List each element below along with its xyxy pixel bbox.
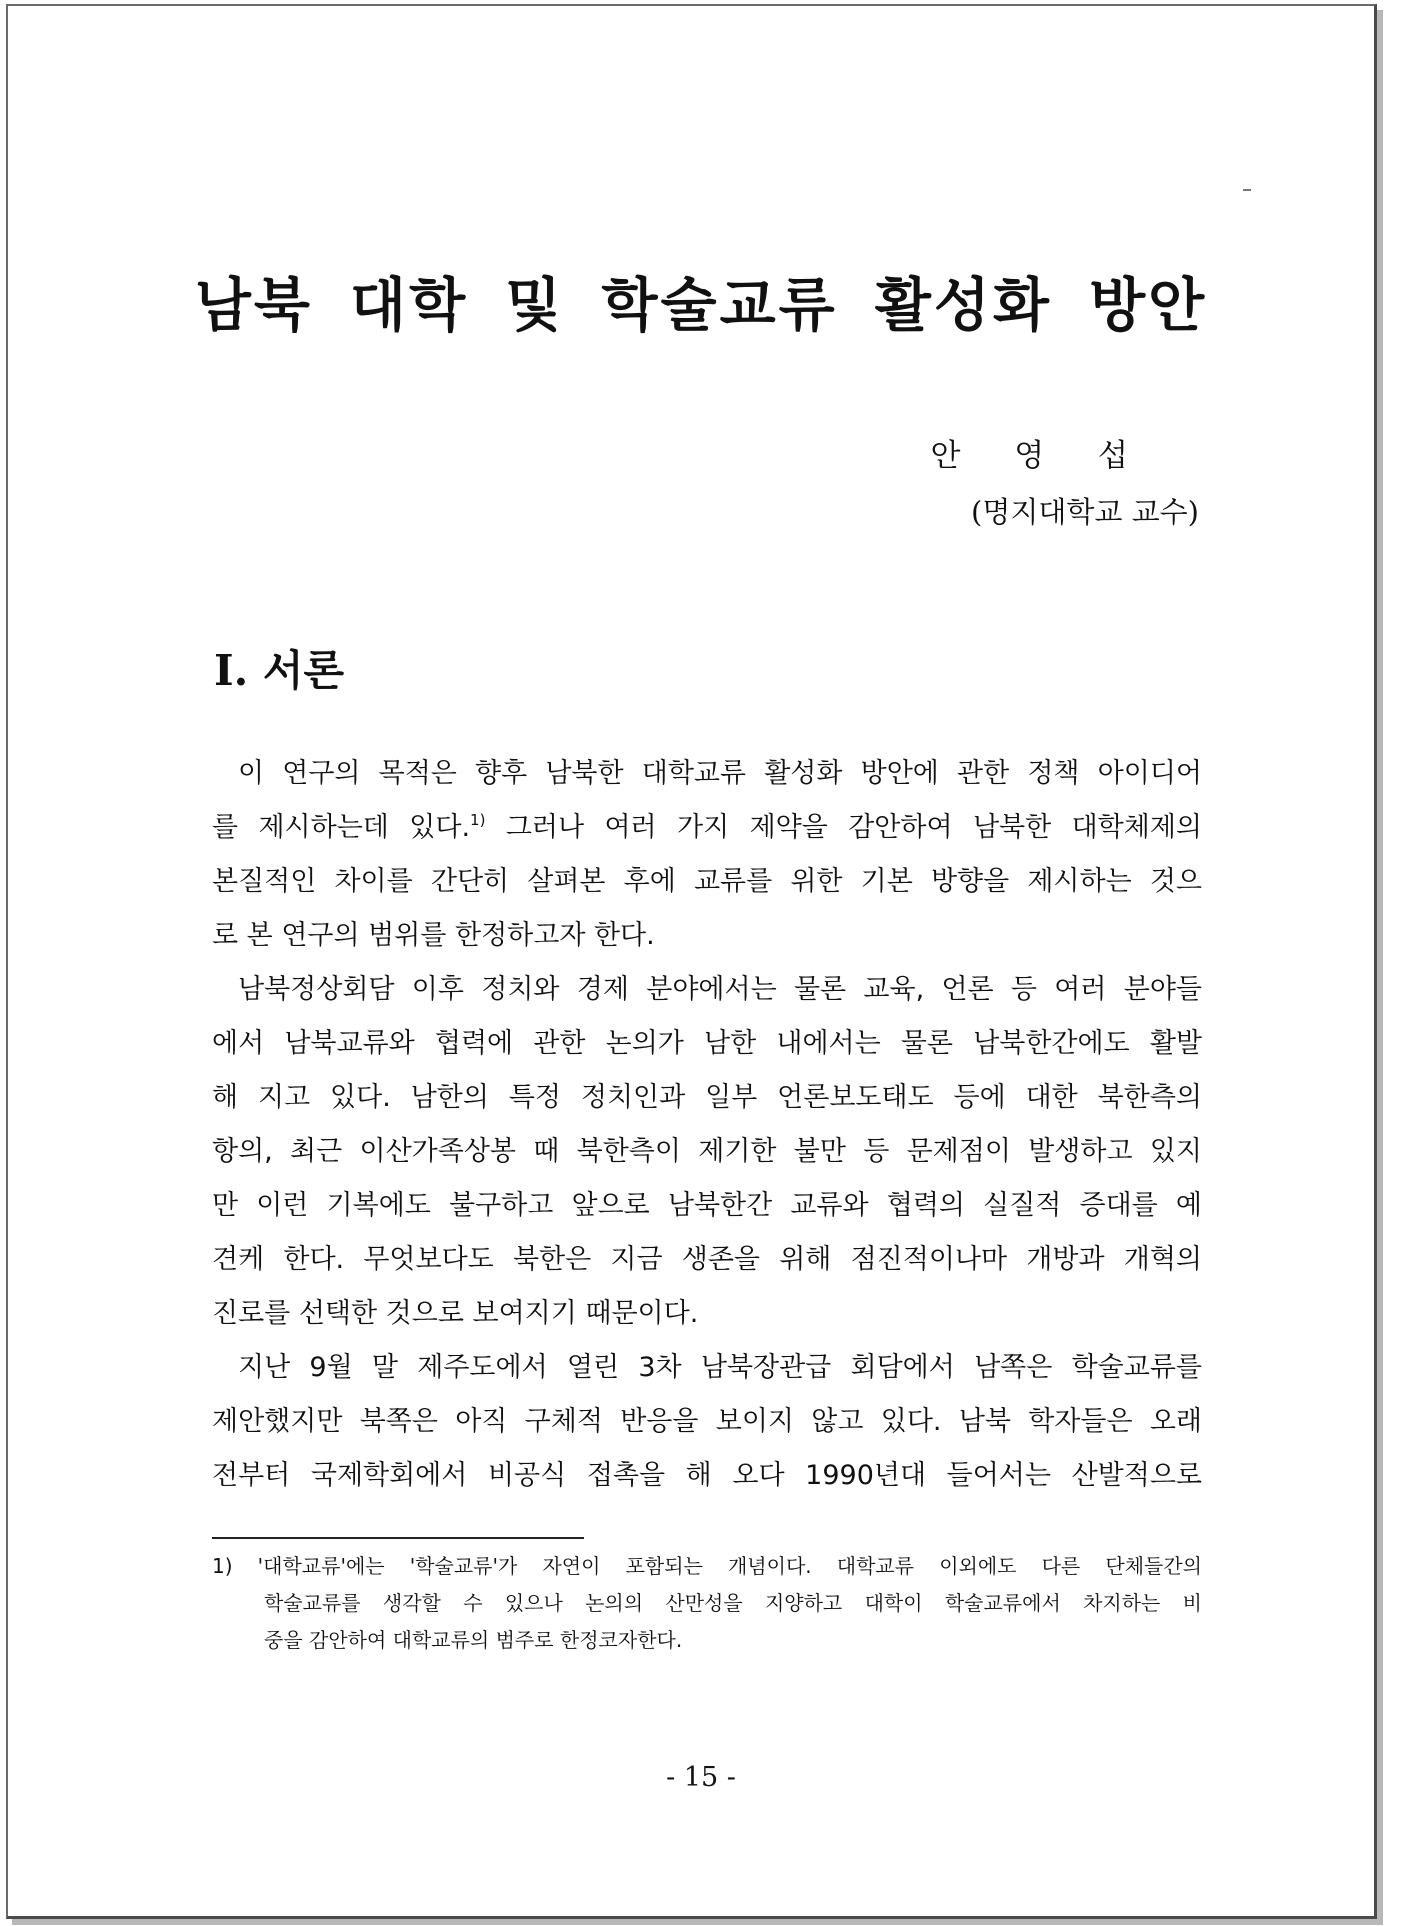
body-line: 지난 9월 말 제주도에서 열린 3차 남북장관급 회담에서 남쪽은 학술교류를 — [238, 1352, 1202, 1383]
footnote-line: 학술교류를 생각할 수 있으나 논의의 산만성을 지양하고 대학이 학술교류에서 차지하는 비 — [264, 1591, 1202, 1615]
body-line: 에서 남북교류와 협력에 관한 논의가 남한 내에서는 물론 남북한간에도 활발 — [212, 1028, 1202, 1059]
footnote-reference: 1) — [470, 811, 486, 829]
body-line: 본질적인 차이를 간단히 살펴본 후에 교류를 위한 기본 방향을 제시하는 것으 — [212, 866, 1202, 897]
body-line: 진로를 선택한 것으로 보여지기 때문이다. — [212, 1298, 699, 1329]
body-line: 남북정상회담 이후 정치와 경제 분야에서는 물론 교육, 언론 등 여러 분야들 — [238, 974, 1202, 1005]
footnote-line: 중을 감안하여 대학교류의 범주로 한정코자한다. — [264, 1628, 683, 1652]
body-line: 해 지고 있다. 남한의 특정 정치인과 일부 언론보도태도 등에 대한 북한측의 — [212, 1082, 1202, 1113]
page-number: - 15 - — [666, 1762, 736, 1793]
body-line: 전부터 국제학회에서 비공식 접촉을 해 오다 1990년대 들어서는 산발적으로 — [212, 1460, 1202, 1491]
section-heading: Ⅰ. 서론 — [214, 646, 345, 695]
body-line: 로 본 연구의 범위를 한정하고자 한다. — [212, 920, 655, 951]
author-affiliation: (명지대학교 교수) — [971, 495, 1199, 529]
footnote — [212, 1548, 1202, 1659]
body-line: 항의, 최근 이산가족상봉 때 북한측이 제기한 불만 등 문제점이 발생하고 있지 — [212, 1136, 1202, 1167]
footnote-line: 1) '대학교류'에는 '학술교류'가 자연이 포함되는 개념이다. 대학교류 이외에도 다른 단체들간의 — [212, 1554, 1202, 1578]
body-line-part: 를 제시하는데 있다. — [212, 812, 471, 843]
footnote-divider — [212, 1537, 584, 1539]
body-line — [212, 801, 1202, 855]
body-line: 이 연구의 목적은 향후 남북한 대학교류 활성화 방안에 관한 정책 아이디어 — [238, 758, 1202, 789]
scan-mark — [1243, 189, 1251, 191]
body-line: 견케 한다. 무엇보다도 북한은 지금 생존을 위해 점진적이나마 개방과 개혁의 — [212, 1244, 1202, 1275]
body-line: 제안했지만 북쪽은 아직 구체적 반응을 보이지 않고 있다. 남북 학자들은 오래 — [212, 1406, 1202, 1437]
body-line-part: 그러나 여러 가지 제약을 감안하여 남북한 대학체제의 — [485, 812, 1202, 843]
body-text — [212, 747, 1202, 1503]
body-line: 만 이런 기복에도 불구하고 앞으로 남북한간 교류와 협력의 실질적 증대를 예 — [212, 1190, 1202, 1221]
author-name: 안 영 섭 — [930, 438, 1150, 474]
document-title: 남북 대학 및 학술교류 활성화 방안 — [194, 271, 1208, 339]
